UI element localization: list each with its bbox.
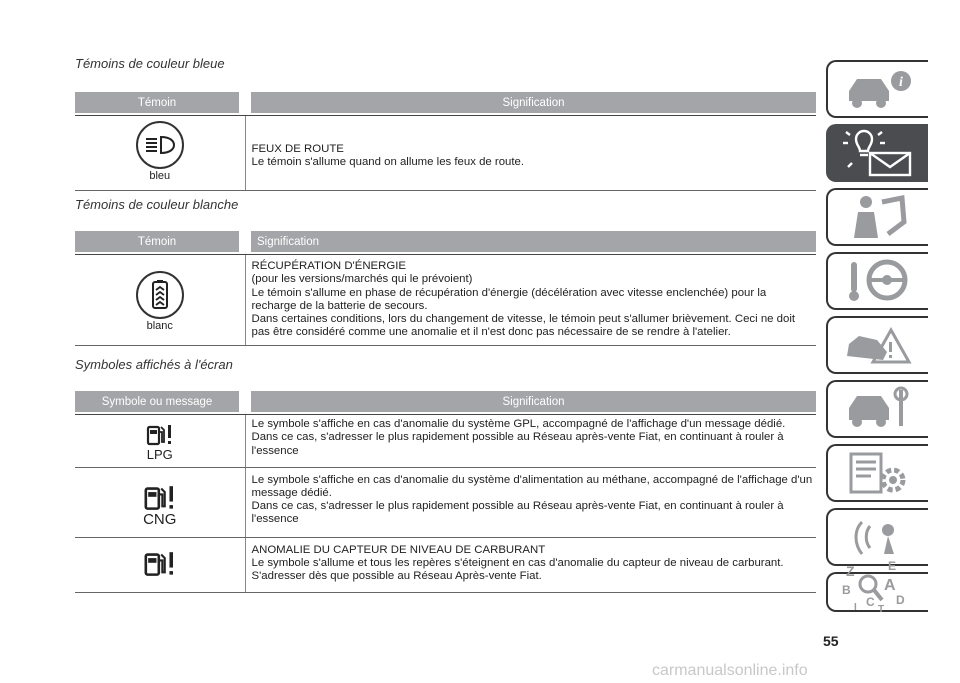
- energy-recovery-icon: [136, 271, 184, 319]
- specifications-gear-icon: [845, 450, 911, 496]
- table-row: [75, 255, 816, 346]
- section-title-blue: Témoins de couleur bleue: [75, 56, 225, 71]
- meaning-line: Le témoin s'allume en phase de récupération d'énergie (décélération avec vitesse enclenchée) pour la recharge de la batterie de secours.: [251, 286, 767, 312]
- steering-key-icon: [845, 258, 911, 304]
- nav-tab-safety[interactable]: [826, 188, 928, 246]
- meaning-line: Dans ce cas, s'adresser le plus rapidement possible au Réseau après-vente Fiat, en continuant à rouler à l'essence: [251, 500, 784, 526]
- meaning-line: ANOMALIE DU CAPTEUR DE NIVEAU DE CARBURANT: [251, 543, 546, 556]
- index-letter: T: [878, 604, 885, 614]
- column-header: Symbole ou message: [75, 391, 245, 412]
- nav-tab-warning-lights[interactable]: [826, 124, 928, 182]
- nav-tab-index[interactable]: [826, 559, 928, 614]
- warning-light-message-icon: [840, 129, 916, 177]
- high-beam-icon: [136, 121, 184, 169]
- meaning-line: Dans ce cas, s'adresser le plus rapidement possible au Réseau après-vente Fiat, en continuant à rouler à l'essence: [251, 431, 784, 457]
- fuel-pump-warning-icon: [143, 551, 177, 581]
- table-row: [75, 415, 816, 468]
- nav-tab-emergency[interactable]: [826, 316, 928, 374]
- multimedia-icon: [848, 514, 908, 560]
- index-letter: B: [842, 583, 851, 597]
- index-letter: C: [866, 595, 875, 609]
- meaning-line: FEUX DE ROUTE: [251, 143, 344, 155]
- meaning-line: Le symbole s'affiche en cas d'anomalie du système GPL, accompagné de l'affichage d'un message dédié.: [251, 418, 786, 430]
- index-letter: Z: [846, 563, 855, 579]
- meaning-line: Dans certaines conditions, lors du changement de vitesse, le témoin peut s'allumer brièvement. Ceci ne doit pas être considéré comme une anomalie et il n'est donc pas nécessaire de se rendre à l'atelier.: [251, 313, 796, 339]
- table-row: [75, 537, 816, 592]
- column-header: Signification: [245, 231, 816, 252]
- svg-text:i: i: [899, 75, 903, 90]
- index-letter: I: [854, 602, 857, 613]
- meaning-line: RÉCUPÉRATION D'ÉNERGIE: [251, 260, 406, 272]
- column-header: Témoin: [75, 92, 245, 113]
- car-maintenance-icon: [843, 386, 913, 432]
- nav-tab-maintenance[interactable]: [826, 380, 928, 438]
- seatbelt-airbag-icon: [848, 194, 908, 240]
- section-title-display: Symboles affichés à l'écran: [75, 357, 233, 372]
- white-lights-table: [75, 231, 816, 346]
- meaning-line: (pour les versions/marchés qui le prévoient): [251, 273, 473, 286]
- nav-tab-specifications[interactable]: [826, 444, 928, 502]
- alphabetical-index-icon: [838, 558, 918, 614]
- nav-tab-car-info[interactable]: [826, 60, 928, 118]
- section-title-white: Témoins de couleur blanche: [75, 197, 239, 212]
- nav-tab-starting-driving[interactable]: [826, 252, 928, 310]
- blue-lights-table: [75, 92, 816, 191]
- table-row: [75, 467, 816, 537]
- display-symbols-table: [75, 391, 816, 593]
- car-info-icon: [843, 67, 913, 111]
- meaning-line: Le symbole s'affiche en cas d'anomalie du système d'alimentation au méthane, accompagné de l'affichage d'un message dédié.: [251, 473, 813, 499]
- meaning-line: S'adresser dès que possible au Réseau Après-vente Fiat.: [251, 570, 542, 583]
- page-number: 55: [823, 633, 839, 649]
- column-header: Témoin: [75, 231, 245, 252]
- icon-color-label: bleu: [149, 170, 171, 182]
- watermark-text: carmanualsonline.info: [652, 662, 808, 679]
- icon-color-label: blanc: [146, 320, 173, 332]
- column-header: Signification: [245, 391, 816, 412]
- meaning-line: Le témoin s'allume quand on allume les feux de route.: [251, 156, 525, 169]
- column-header: Signification: [245, 92, 816, 113]
- fuel-type-label: LPG: [146, 447, 173, 463]
- meaning-line: Le symbole s'allume et tous les repères s'éteignent en cas d'anomalie du capteur de niveau de carburant.: [251, 556, 784, 569]
- index-letter: E: [888, 559, 897, 573]
- table-row: [75, 116, 816, 191]
- index-letter: D: [896, 593, 905, 607]
- car-accident-icon: [843, 322, 913, 368]
- index-letter: A: [884, 577, 896, 594]
- fuel-type-label: CNG: [143, 510, 177, 528]
